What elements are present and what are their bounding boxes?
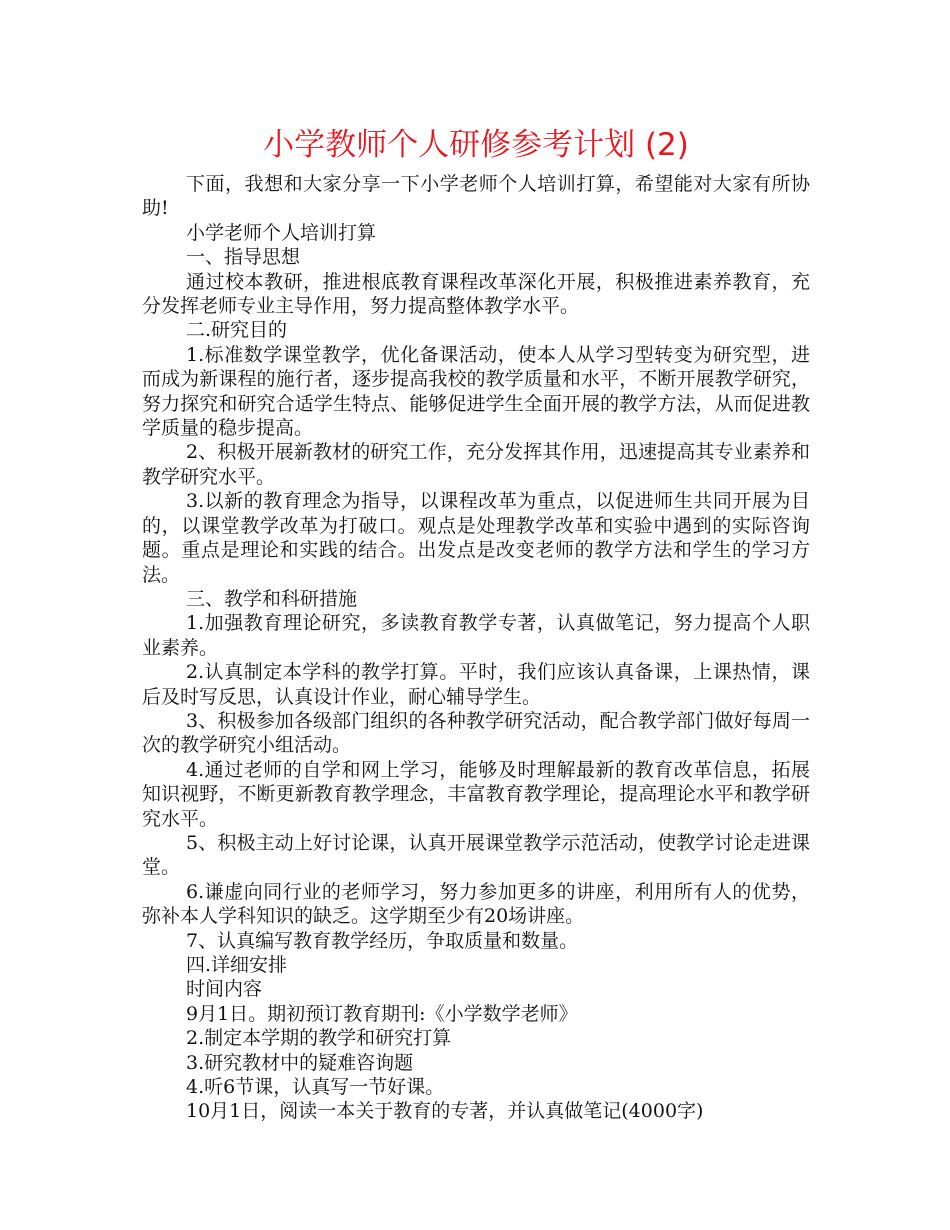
paragraph: 6.谦虚向同行业的老师学习，努力参加更多的讲座，利用所有人的优势，弥补本人学科知识的缺乏。这学期至少有20场讲座。 bbox=[142, 880, 810, 928]
schedule-item: 9月1日。期初预订教育期刊:《小学数学老师》 bbox=[186, 1002, 578, 1025]
paragraph-subtitle: 小学老师个人培训打算 bbox=[186, 221, 377, 244]
paragraph: 1.标准数学课堂教学，优化备课活动，使本人从学习型转变为研究型，进而成为新课程的施行者，逐步提高我校的教学质量和水平，不断开展教学研究，努力探究和研究合适学生特点、能够促进学生全面开展的教学方法，从而促进教学质量的稳步提高。 bbox=[142, 343, 810, 440]
paragraph: 5、积极主动上好讨论课，认真开展课堂教学示范活动，使教学讨论走进课堂。 bbox=[142, 831, 810, 879]
schedule-item: 4.听6节课，认真写一节好课。 bbox=[186, 1076, 445, 1099]
section-heading-3: 三、教学和科研措施 bbox=[186, 587, 358, 610]
document-title: 小学教师个人研修参考计划 (2) bbox=[263, 127, 689, 163]
paragraph: 1.加强教育理论研究，多读教育教学专著，认真做笔记，努力提高个人职业素养。 bbox=[142, 612, 810, 659]
document-body bbox=[142, 172, 810, 1124]
document-page bbox=[142, 118, 810, 1124]
schedule-item: 3.研究教材中的疑难咨询题 bbox=[186, 1051, 414, 1074]
paragraph: 3、积极参加各级部门组织的各种教学研究活动，配合教学部门做好每周一次的教学研究小组活动。 bbox=[142, 709, 810, 757]
paragraph: 4.通过老师的自学和网上学习，能够及时理解最新的教育改革信息，拓展知识视野，不断更新教育教学理念，丰富教育教学理论，提高理论水平和教学研究水平。 bbox=[142, 758, 810, 830]
schedule-header: 时间内容 bbox=[186, 978, 263, 1001]
section-heading-1: 一、指导思想 bbox=[186, 246, 301, 269]
schedule-item: 10月1日，阅读一本关于教育的专著，并认真做笔记(4000字) bbox=[186, 1100, 704, 1123]
paragraph: 3.以新的教育理念为指导，以课程改革为重点，以促进师生共同开展为目的，以课堂教学改革为打破口。观点是处理教学改革和实验中遇到的实际咨询题。重点是理论和实践的结合。出发点是改变老师的教学方法和学生的学习方法。 bbox=[142, 490, 810, 586]
paragraph-intro: 下面，我想和大家分享一下小学老师个人培训打算，希望能对大家有所协助! bbox=[142, 173, 810, 220]
section-heading-2: 二.研究目的 bbox=[186, 319, 288, 342]
schedule-item: 2.制定本学期的教学和研究打算 bbox=[186, 1027, 452, 1050]
paragraph: 7、认真编写教育教学经历，争取质量和数量。 bbox=[186, 929, 579, 952]
paragraph: 通过校本教研，推进根底教育课程改革深化开展，积极推进素养教育，充分发挥老师专业主导作用，努力提高整体教学水平。 bbox=[142, 270, 810, 318]
paragraph: 2、积极开展新教材的研究工作，充分发挥其作用，迅速提高其专业素养和教学研究水平。 bbox=[142, 441, 810, 488]
section-heading-4: 四.详细安排 bbox=[186, 954, 288, 976]
paragraph: 2.认真制定本学科的教学打算。平时，我们应该认真备课，上课热情，课后及时写反思，认真设计作业，耐心辅导学生。 bbox=[142, 661, 810, 708]
